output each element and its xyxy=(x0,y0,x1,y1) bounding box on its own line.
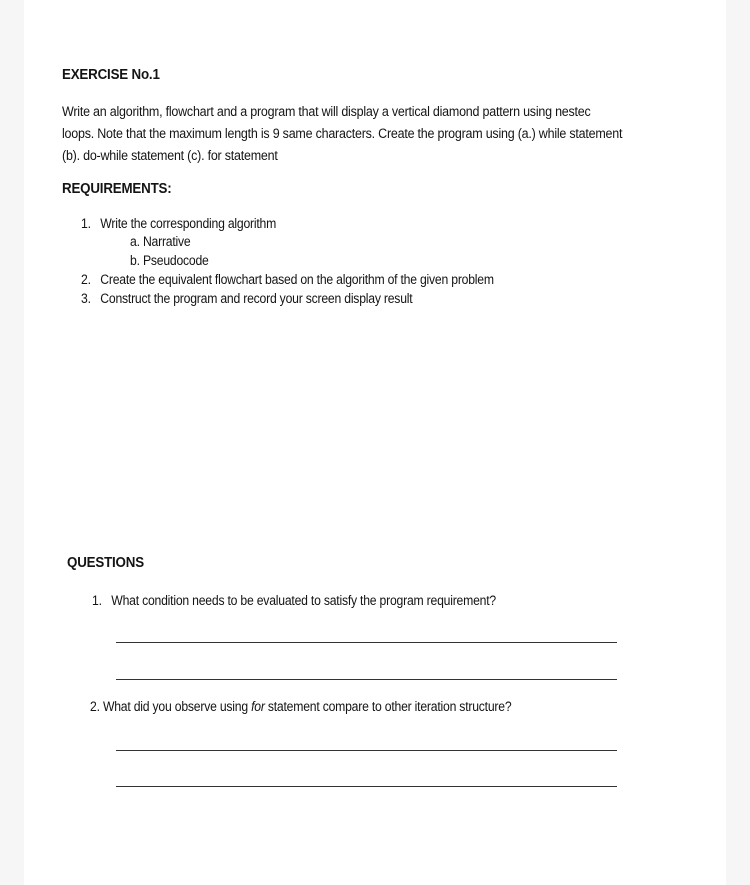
requirement-item-2 xyxy=(81,272,494,288)
requirement-text: Narrative xyxy=(142,234,191,250)
list-marker: 2. xyxy=(90,699,100,715)
description-line-3: (b). do-while statement (c). for statement xyxy=(62,148,278,164)
requirements-heading: REQUIREMENTS: xyxy=(62,181,172,197)
list-marker: 3. xyxy=(81,291,91,307)
answer-line-2[interactable] xyxy=(116,679,617,680)
answer-line-4[interactable] xyxy=(116,786,617,787)
requirement-item-3 xyxy=(81,291,412,307)
description-line-1: Write an algorithm, flowchart and a program that will display a vertical diamond pattern using nestec xyxy=(62,104,591,120)
list-marker: 1. xyxy=(92,593,102,609)
requirement-item-1b xyxy=(130,253,209,269)
document-page xyxy=(24,0,726,885)
description-line-2: loops. Note that the maximum length is 9 same characters. Create the program using (a.) while statement xyxy=(62,126,623,142)
list-marker: 2. xyxy=(81,272,91,288)
list-marker: b. xyxy=(130,253,140,269)
requirement-text: Create the equivalent flowchart based on the algorithm of the given problem xyxy=(100,272,494,288)
questions-heading: QUESTIONS xyxy=(67,555,144,571)
question-text-before: What did you observe using xyxy=(102,699,252,715)
answer-line-3[interactable] xyxy=(116,750,617,751)
requirement-item-1 xyxy=(81,216,276,232)
question-text: What condition needs to be evaluated to satisfy the program requirement? xyxy=(111,593,496,609)
requirement-item-1a xyxy=(130,234,191,250)
question-2 xyxy=(90,699,511,715)
question-text-after: statement compare to other iteration structure? xyxy=(264,699,512,715)
requirement-text: Pseudocode xyxy=(142,253,209,269)
question-1 xyxy=(92,593,496,609)
exercise-title: EXERCISE No.1 xyxy=(62,67,160,83)
list-marker: a. xyxy=(130,234,140,250)
question-text-italic: for xyxy=(251,699,265,715)
list-marker: 1. xyxy=(81,216,91,232)
requirement-text: Write the corresponding algorithm xyxy=(100,216,277,232)
answer-line-1[interactable] xyxy=(116,642,617,643)
requirement-text: Construct the program and record your screen display result xyxy=(100,291,413,307)
